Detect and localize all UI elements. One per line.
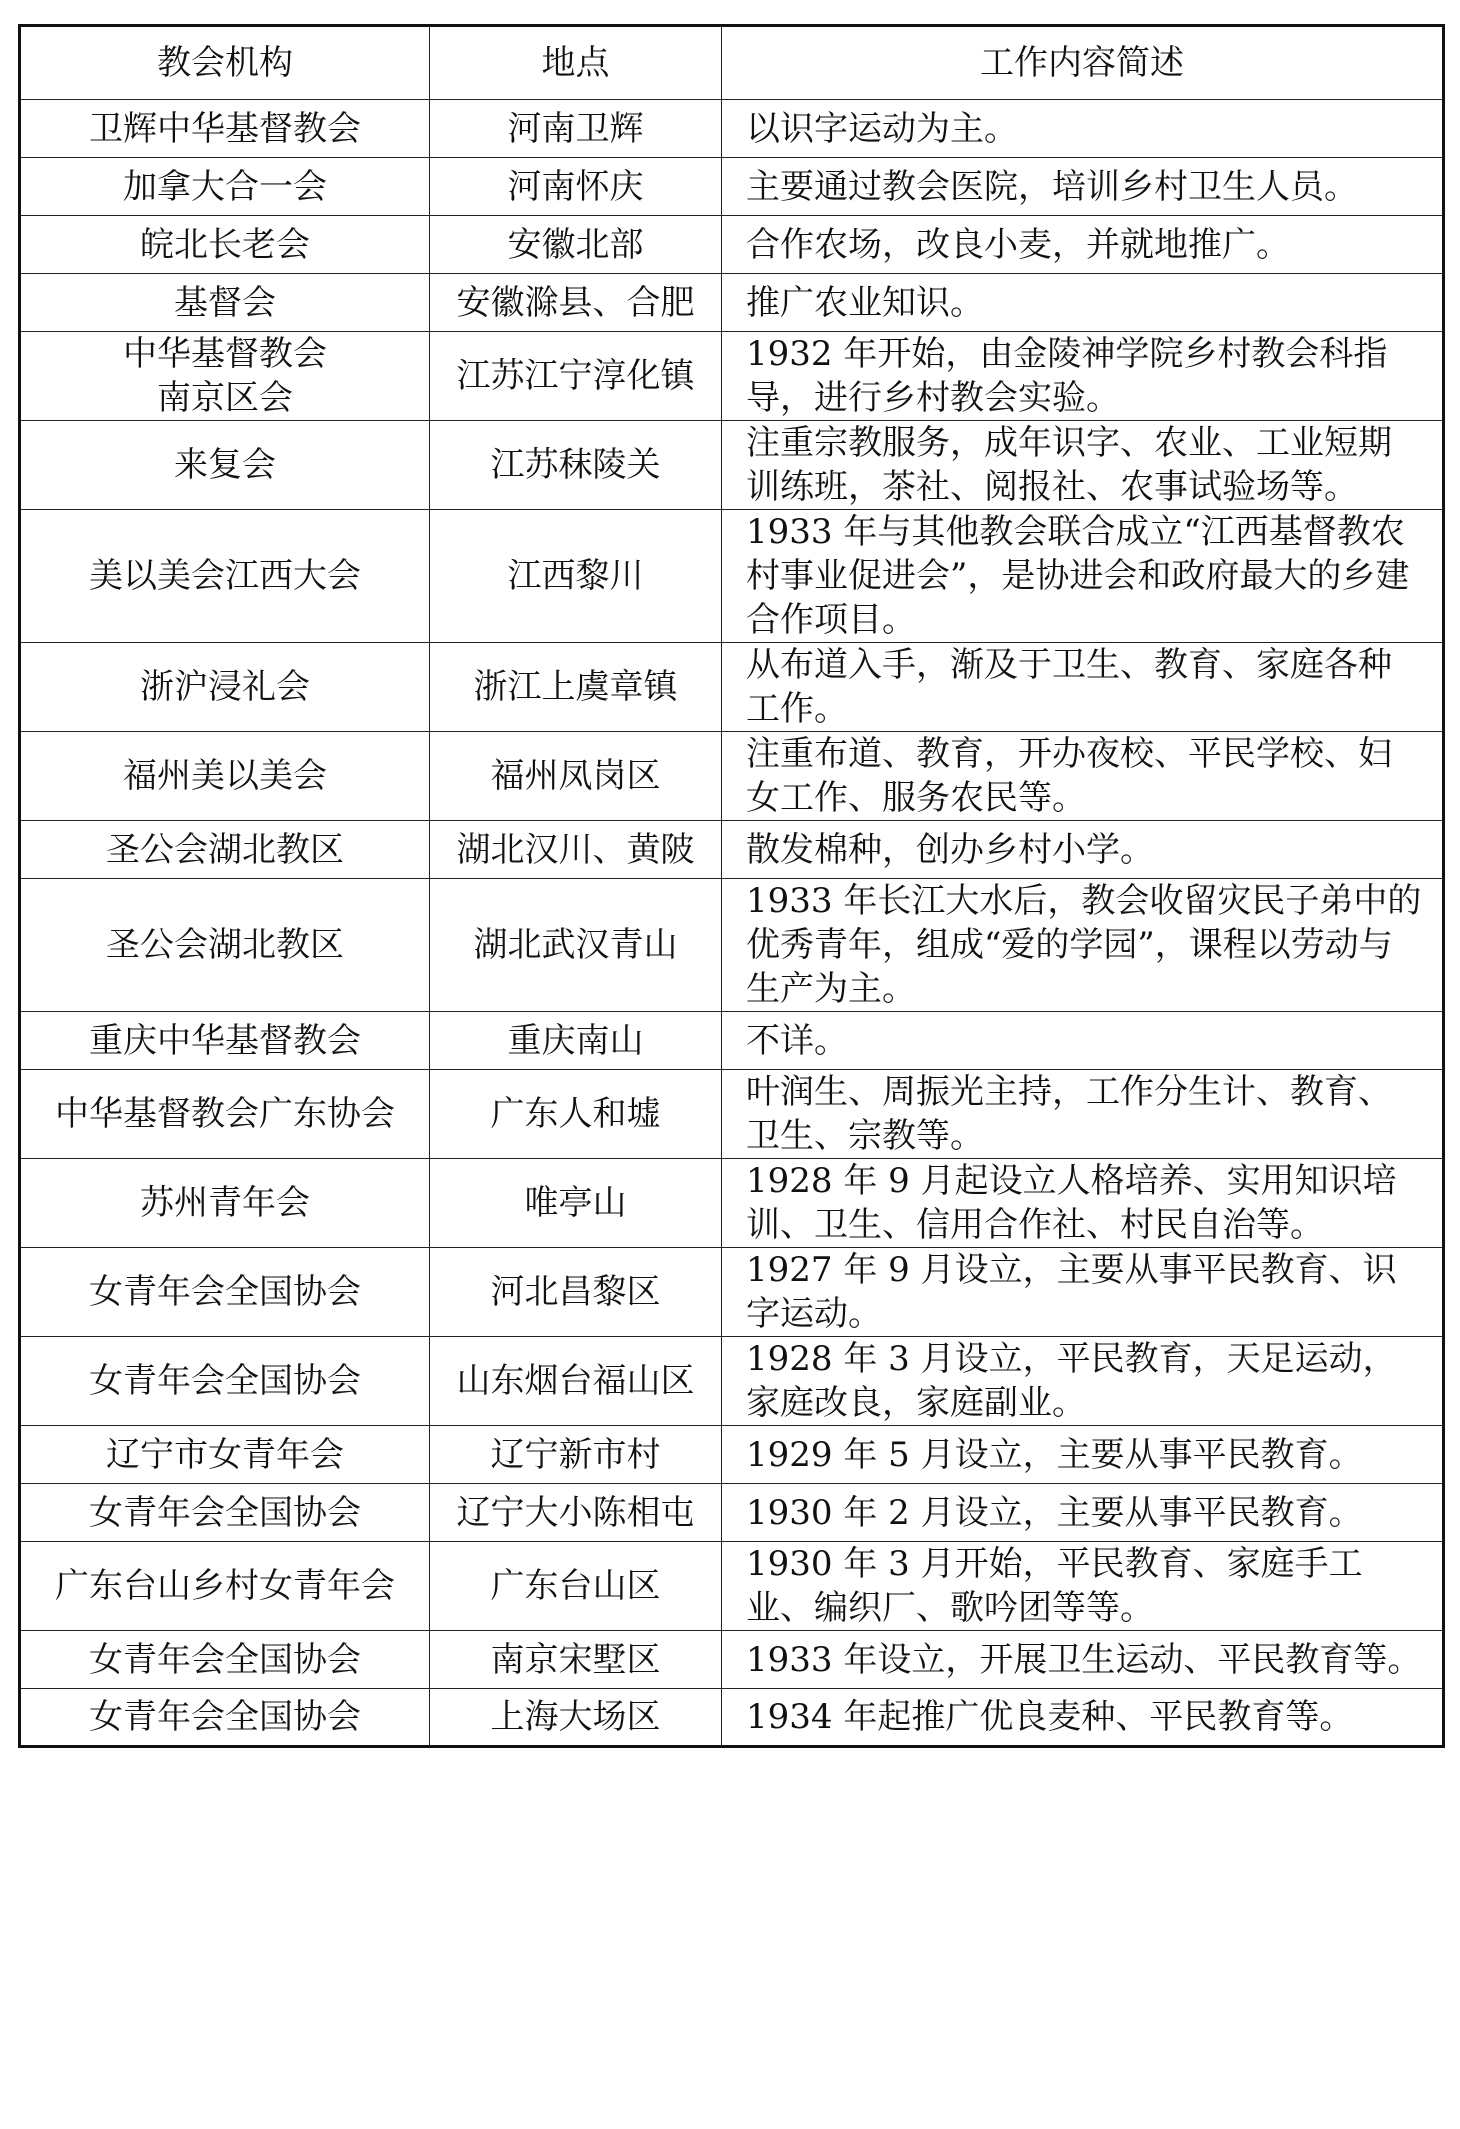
cell-work-summary: 注重宗教服务，成年识字、农业、工业短期训练班，茶社、阅报社、农事试验场等。 — [722, 421, 1444, 510]
cell-location: 辽宁新市村 — [430, 1426, 722, 1484]
table-row — [20, 1070, 1444, 1159]
cell-location: 广东人和墟 — [430, 1070, 722, 1159]
table-row — [20, 1484, 1444, 1542]
cell-location: 湖北汉川、黄陂 — [430, 821, 722, 879]
cell-work-summary: 合作农场，改良小麦，并就地推广。 — [722, 216, 1444, 274]
cell-location: 重庆南山 — [430, 1012, 722, 1070]
cell-location: 江苏江宁淳化镇 — [430, 332, 722, 421]
cell-organization: 加拿大合一会 — [20, 158, 430, 216]
cell-organization: 苏州青年会 — [20, 1159, 430, 1248]
cell-work-summary: 1930 年 2 月设立，主要从事平民教育。 — [722, 1484, 1444, 1542]
table-row — [20, 158, 1444, 216]
table-row — [20, 421, 1444, 510]
cell-organization: 皖北长老会 — [20, 216, 430, 274]
cell-location: 山东烟台福山区 — [430, 1337, 722, 1426]
cell-organization: 卫辉中华基督教会 — [20, 100, 430, 158]
cell-organization: 浙沪浸礼会 — [20, 643, 430, 732]
table-row — [20, 643, 1444, 732]
cell-organization: 重庆中华基督教会 — [20, 1012, 430, 1070]
cell-work-summary: 不详。 — [722, 1012, 1444, 1070]
cell-organization: 女青年会全国协会 — [20, 1248, 430, 1337]
cell-location: 南京宋墅区 — [430, 1631, 722, 1689]
cell-location: 浙江上虞章镇 — [430, 643, 722, 732]
table-row — [20, 1542, 1444, 1631]
header-work-summary: 工作内容简述 — [722, 26, 1444, 100]
table-row — [20, 821, 1444, 879]
table-row — [20, 1631, 1444, 1689]
cell-work-summary: 1927 年 9 月设立，主要从事平民教育、识字运动。 — [722, 1248, 1444, 1337]
cell-organization: 福州美以美会 — [20, 732, 430, 821]
cell-location: 江西黎川 — [430, 510, 722, 643]
cell-location: 湖北武汉青山 — [430, 879, 722, 1012]
cell-location: 河南怀庆 — [430, 158, 722, 216]
cell-organization: 女青年会全国协会 — [20, 1689, 430, 1747]
table-row — [20, 100, 1444, 158]
cell-organization: 辽宁市女青年会 — [20, 1426, 430, 1484]
table-row — [20, 1426, 1444, 1484]
cell-work-summary: 1934 年起推广优良麦种、平民教育等。 — [722, 1689, 1444, 1747]
table-row — [20, 1159, 1444, 1248]
table-row — [20, 1248, 1444, 1337]
cell-organization: 女青年会全国协会 — [20, 1484, 430, 1542]
table-row — [20, 732, 1444, 821]
cell-organization: 女青年会全国协会 — [20, 1631, 430, 1689]
cell-organization: 圣公会湖北教区 — [20, 879, 430, 1012]
cell-organization: 广东台山乡村女青年会 — [20, 1542, 430, 1631]
cell-work-summary: 1933 年设立，开展卫生运动、平民教育等。 — [722, 1631, 1444, 1689]
header-organization: 教会机构 — [20, 26, 430, 100]
cell-work-summary: 1928 年 3 月设立，平民教育，天足运动，家庭改良，家庭副业。 — [722, 1337, 1444, 1426]
cell-location: 江苏秣陵关 — [430, 421, 722, 510]
table-body — [20, 100, 1444, 1747]
cell-work-summary: 1930 年 3 月开始，平民教育、家庭手工业、编织厂、歌吟团等等。 — [722, 1542, 1444, 1631]
table-row — [20, 216, 1444, 274]
cell-location: 安徽北部 — [430, 216, 722, 274]
cell-location: 辽宁大小陈相屯 — [430, 1484, 722, 1542]
cell-location: 安徽滁县、合肥 — [430, 274, 722, 332]
header-row — [20, 26, 1444, 100]
cell-work-summary: 叶润生、周振光主持，工作分生计、教育、卫生、宗教等。 — [722, 1070, 1444, 1159]
cell-organization: 女青年会全国协会 — [20, 1337, 430, 1426]
cell-work-summary: 1929 年 5 月设立，主要从事平民教育。 — [722, 1426, 1444, 1484]
cell-organization: 圣公会湖北教区 — [20, 821, 430, 879]
cell-work-summary: 主要通过教会医院，培训乡村卫生人员。 — [722, 158, 1444, 216]
cell-work-summary: 散发棉种，创办乡村小学。 — [722, 821, 1444, 879]
table-row — [20, 274, 1444, 332]
table-row — [20, 879, 1444, 1012]
cell-location: 河北昌黎区 — [430, 1248, 722, 1337]
cell-organization: 美以美会江西大会 — [20, 510, 430, 643]
table-row — [20, 1012, 1444, 1070]
cell-organization: 中华基督教会 南京区会 — [20, 332, 430, 421]
cell-location: 上海大场区 — [430, 1689, 722, 1747]
table-row — [20, 510, 1444, 643]
table-row — [20, 1689, 1444, 1747]
document-page — [18, 24, 1442, 1748]
cell-work-summary: 推广农业知识。 — [722, 274, 1444, 332]
table-row — [20, 1337, 1444, 1426]
table-row — [20, 332, 1444, 421]
cell-work-summary: 1933 年与其他教会联合成立“江西基督教农村事业促进会”，是协进会和政府最大的乡建合作项目。 — [722, 510, 1444, 643]
cell-organization: 中华基督教会广东协会 — [20, 1070, 430, 1159]
church-rural-work-table — [18, 24, 1445, 1748]
cell-work-summary: 以识字运动为主。 — [722, 100, 1444, 158]
cell-work-summary: 1933 年长江大水后，教会收留灾民子弟中的优秀青年，组成“爱的学园”，课程以劳动与生产为主。 — [722, 879, 1444, 1012]
cell-work-summary: 注重布道、教育，开办夜校、平民学校、妇女工作、服务农民等。 — [722, 732, 1444, 821]
header-location: 地点 — [430, 26, 722, 100]
cell-organization: 基督会 — [20, 274, 430, 332]
cell-location: 福州凤岗区 — [430, 732, 722, 821]
cell-location: 广东台山区 — [430, 1542, 722, 1631]
cell-work-summary: 1928 年 9 月起设立人格培养、实用知识培训、卫生、信用合作社、村民自治等。 — [722, 1159, 1444, 1248]
cell-organization: 来复会 — [20, 421, 430, 510]
cell-work-summary: 1932 年开始，由金陵神学院乡村教会科指导，进行乡村教会实验。 — [722, 332, 1444, 421]
cell-location: 唯亭山 — [430, 1159, 722, 1248]
cell-location: 河南卫辉 — [430, 100, 722, 158]
cell-work-summary: 从布道入手，渐及于卫生、教育、家庭各种工作。 — [722, 643, 1444, 732]
